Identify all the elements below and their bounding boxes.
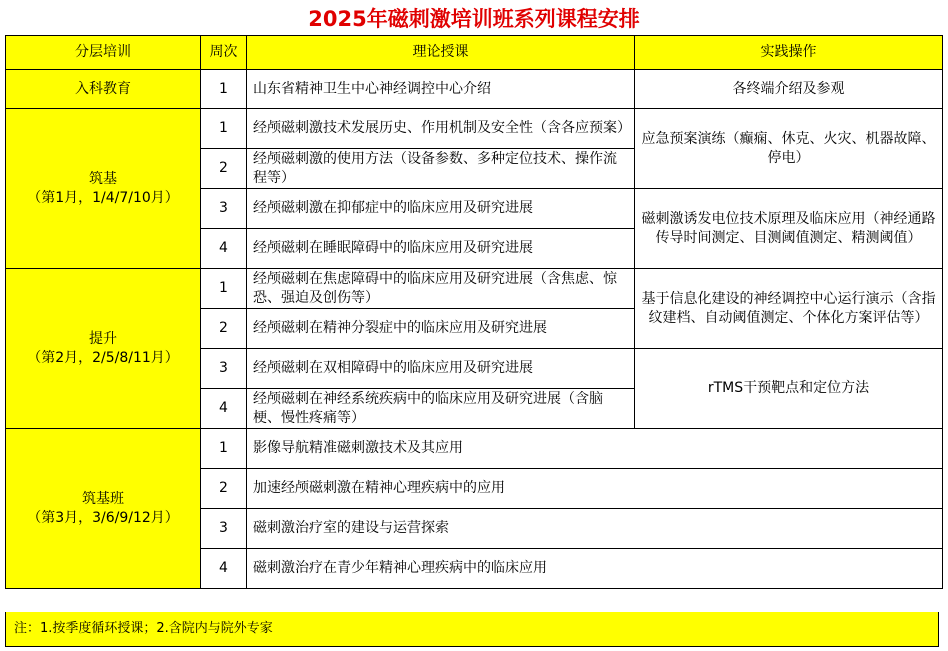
header-theory: 理论授课 bbox=[247, 36, 635, 70]
header-week: 周次 bbox=[201, 36, 247, 70]
theory-cell: 山东省精神卫生中心神经调控中心介绍 bbox=[247, 70, 635, 109]
tier-advance bbox=[6, 269, 201, 429]
course-schedule-table bbox=[5, 35, 943, 589]
theory-cell: 经颅磁刺在精神分裂症中的临床应用及研究进展 bbox=[247, 309, 635, 349]
tier-name: 提升 bbox=[89, 330, 117, 347]
theory-cell: 经颅磁刺激技术发展历史、作用机制及安全性（含各应预案） bbox=[247, 109, 635, 149]
page-title: 2025年磁刺激培训班系列课程安排 bbox=[308, 7, 640, 31]
practice-cell: 应急预案演练（癫痫、休克、火灾、机器故障、停电） bbox=[635, 109, 943, 189]
week-cell: 1 bbox=[201, 70, 247, 109]
week-cell: 2 bbox=[201, 469, 247, 509]
tier-intro: 入科教育 bbox=[6, 70, 201, 109]
week-cell: 4 bbox=[201, 389, 247, 429]
week-cell: 2 bbox=[201, 309, 247, 349]
practice-cell: 各终端介绍及参观 bbox=[635, 70, 943, 109]
tier-schedule: （第2月，2/5/8/11月） bbox=[27, 349, 179, 366]
week-cell: 3 bbox=[201, 509, 247, 549]
theory-cell: 磁刺激治疗在青少年精神心理疾病中的临床应用 bbox=[247, 549, 943, 589]
theory-cell: 经颅磁刺在睡眠障碍中的临床应用及研究进展 bbox=[247, 229, 635, 269]
table-row bbox=[6, 269, 943, 309]
theory-cell: 经颅磁刺在神经系统疾病中的临床应用及研究进展（含脑梗、慢性疼痛等） bbox=[247, 389, 635, 429]
week-cell: 4 bbox=[201, 549, 247, 589]
tier-schedule: （第3月，3/6/9/12月） bbox=[27, 509, 179, 526]
theory-cell: 加速经颅磁刺激在精神心理疾病中的应用 bbox=[247, 469, 943, 509]
tier-foundation-class bbox=[6, 429, 201, 589]
tier-schedule: （第1月，1/4/7/10月） bbox=[27, 189, 179, 206]
footnote: 注：1.按季度循环授课；2.含院内与院外专家 bbox=[5, 612, 939, 647]
tier-name: 筑基班 bbox=[82, 490, 124, 507]
table-row bbox=[6, 109, 943, 149]
tier-name: 筑基 bbox=[89, 170, 117, 187]
table-row bbox=[6, 70, 943, 109]
theory-cell: 经颅磁刺激在抑郁症中的临床应用及研究进展 bbox=[247, 189, 635, 229]
practice-cell: 基于信息化建设的神经调控中心运行演示（含指纹建档、自动阈值测定、个体化方案评估等） bbox=[635, 269, 943, 349]
week-cell: 1 bbox=[201, 109, 247, 149]
week-cell: 3 bbox=[201, 349, 247, 389]
tier-foundation bbox=[6, 109, 201, 269]
week-cell: 1 bbox=[201, 429, 247, 469]
theory-cell: 经颅磁刺激的使用方法（设备参数、多种定位技术、操作流程等） bbox=[247, 149, 635, 189]
header-practice: 实践操作 bbox=[635, 36, 943, 70]
header-row bbox=[6, 36, 943, 70]
week-cell: 1 bbox=[201, 269, 247, 309]
week-cell: 2 bbox=[201, 149, 247, 189]
practice-cell: 磁刺激诱发电位技术原理及临床应用（神经通路传导时间测定、目测阈值测定、精测阈值） bbox=[635, 189, 943, 269]
theory-cell: 经颅磁刺在双相障碍中的临床应用及研究进展 bbox=[247, 349, 635, 389]
theory-cell: 影像导航精准磁刺激技术及其应用 bbox=[247, 429, 943, 469]
week-cell: 4 bbox=[201, 229, 247, 269]
week-cell: 3 bbox=[201, 189, 247, 229]
theory-cell: 磁刺激治疗室的建设与运营探索 bbox=[247, 509, 943, 549]
theory-cell: 经颅磁刺在焦虑障碍中的临床应用及研究进展（含焦虑、惊恐、强迫及创伤等） bbox=[247, 269, 635, 309]
header-tier: 分层培训 bbox=[6, 36, 201, 70]
practice-cell: rTMS干预靶点和定位方法 bbox=[635, 349, 943, 429]
table-row bbox=[6, 429, 943, 469]
